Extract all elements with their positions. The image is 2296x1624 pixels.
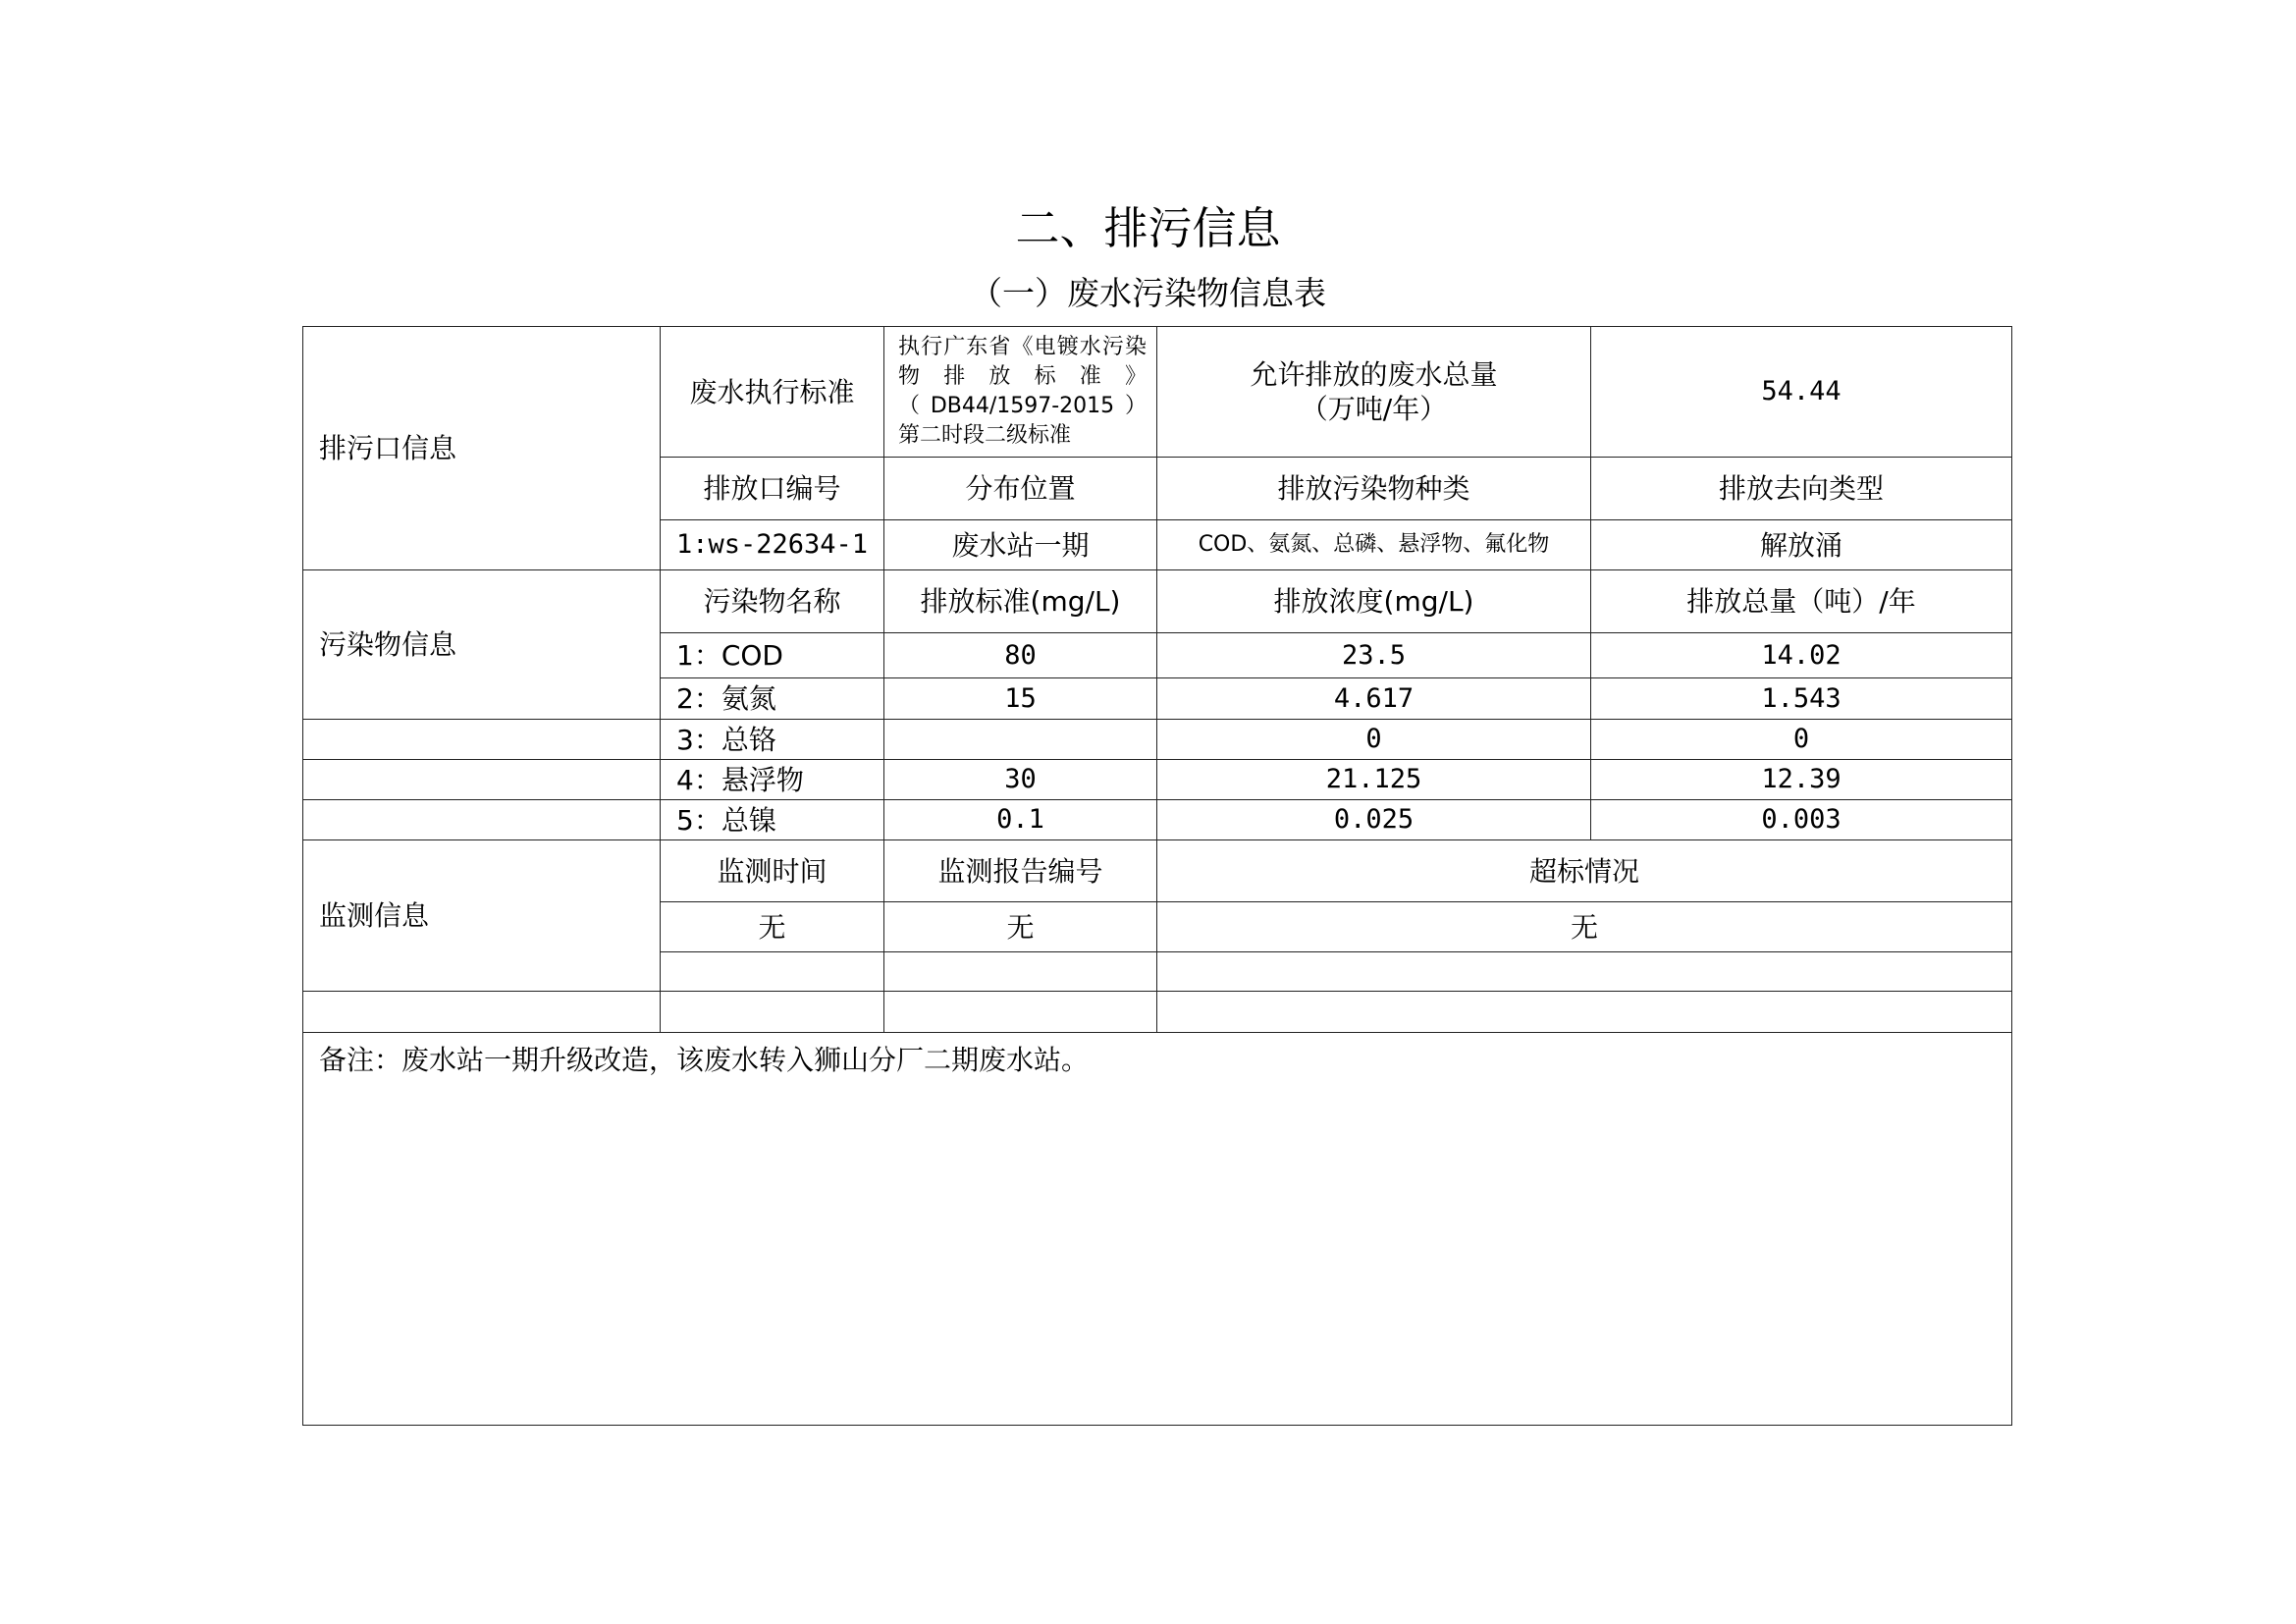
empty-cell bbox=[303, 760, 661, 800]
pollutant-section-label: 污染物信息 bbox=[303, 570, 661, 720]
outlet-header-location: 分布位置 bbox=[884, 458, 1157, 520]
pollutant-header-name: 污染物名称 bbox=[661, 570, 884, 633]
pollutant-total: 14.02 bbox=[1591, 633, 2012, 678]
outlet-location: 废水站一期 bbox=[884, 520, 1157, 570]
pollutant-total: 0 bbox=[1591, 720, 2012, 760]
monitoring-header-time: 监测时间 bbox=[661, 840, 884, 902]
empty-cell bbox=[303, 992, 661, 1033]
table-row bbox=[303, 800, 2012, 840]
allowed-total-value: 54.44 bbox=[1591, 327, 2012, 458]
standard-text: 执行广东省《电镀水污染物排放标准》（DB44/1597-2015）第二时段二级标准 bbox=[884, 327, 1157, 458]
pollutant-standard: 15 bbox=[884, 678, 1157, 720]
outlet-header-pollutant-types: 排放污染物种类 bbox=[1157, 458, 1591, 520]
empty-cell bbox=[303, 800, 661, 840]
pollutant-name: 2：氨氮 bbox=[661, 678, 884, 720]
pollutant-standard: 30 bbox=[884, 760, 1157, 800]
pollutant-total: 12.39 bbox=[1591, 760, 2012, 800]
empty-cell bbox=[661, 992, 884, 1033]
empty-cell bbox=[303, 720, 661, 760]
empty-cell bbox=[884, 952, 1157, 992]
outlet-id: 1:ws-22634-1 bbox=[661, 520, 884, 570]
wastewater-pollutant-table bbox=[302, 326, 2012, 1426]
outlet-header-destination: 排放去向类型 bbox=[1591, 458, 2012, 520]
outlet-header-id: 排放口编号 bbox=[661, 458, 884, 520]
allowed-total-label-line2: （万吨/年） bbox=[1300, 393, 1448, 425]
monitoring-exceed: 无 bbox=[1157, 902, 2012, 952]
page-title: 二、排污信息 bbox=[1015, 202, 1281, 254]
pollutant-name: 3：总铬 bbox=[661, 720, 884, 760]
pollutant-total: 0.003 bbox=[1591, 800, 2012, 840]
outlet-destination: 解放涌 bbox=[1591, 520, 2012, 570]
pollutant-standard: 0.1 bbox=[884, 800, 1157, 840]
empty-cell bbox=[661, 952, 884, 992]
monitoring-time: 无 bbox=[661, 902, 884, 952]
pollutant-concentration: 23.5 bbox=[1157, 633, 1591, 678]
monitoring-report-no: 无 bbox=[884, 902, 1157, 952]
pollutant-name: 5：总镍 bbox=[661, 800, 884, 840]
standard-label: 废水执行标准 bbox=[661, 327, 884, 458]
pollutant-standard bbox=[884, 720, 1157, 760]
pollutant-concentration: 4.617 bbox=[1157, 678, 1591, 720]
monitoring-header-report: 监测报告编号 bbox=[884, 840, 1157, 902]
table-subtitle: （一）废水污染物信息表 bbox=[970, 274, 1326, 312]
monitoring-header-exceed: 超标情况 bbox=[1157, 840, 2012, 902]
outlet-pollutant-types: COD、氨氮、总磷、悬浮物、氟化物 bbox=[1157, 520, 1591, 570]
remark: 备注：废水站一期升级改造，该废水转入狮山分厂二期废水站。 bbox=[303, 1033, 2012, 1426]
pollutant-concentration: 0.025 bbox=[1157, 800, 1591, 840]
empty-cell bbox=[1157, 992, 2012, 1033]
table-row bbox=[303, 760, 2012, 800]
outlet-section-label: 排污口信息 bbox=[303, 327, 661, 570]
pollutant-header-standard: 排放标准(mg/L) bbox=[884, 570, 1157, 633]
empty-cell bbox=[884, 992, 1157, 1033]
pollutant-name: 4：悬浮物 bbox=[661, 760, 884, 800]
allowed-total-label-line1: 允许排放的废水总量 bbox=[1250, 358, 1498, 391]
pollutant-total: 1.543 bbox=[1591, 678, 2012, 720]
monitoring-section-label: 监测信息 bbox=[303, 840, 661, 992]
pollutant-name: 1：COD bbox=[661, 633, 884, 678]
empty-cell bbox=[1157, 952, 2012, 992]
pollutant-concentration: 0 bbox=[1157, 720, 1591, 760]
pollutant-standard: 80 bbox=[884, 633, 1157, 678]
pollutant-concentration: 21.125 bbox=[1157, 760, 1591, 800]
allowed-total-label bbox=[1157, 327, 1591, 458]
table-row bbox=[303, 720, 2012, 760]
pollutant-header-concentration: 排放浓度(mg/L) bbox=[1157, 570, 1591, 633]
pollutant-header-total: 排放总量（吨）/年 bbox=[1591, 570, 2012, 633]
